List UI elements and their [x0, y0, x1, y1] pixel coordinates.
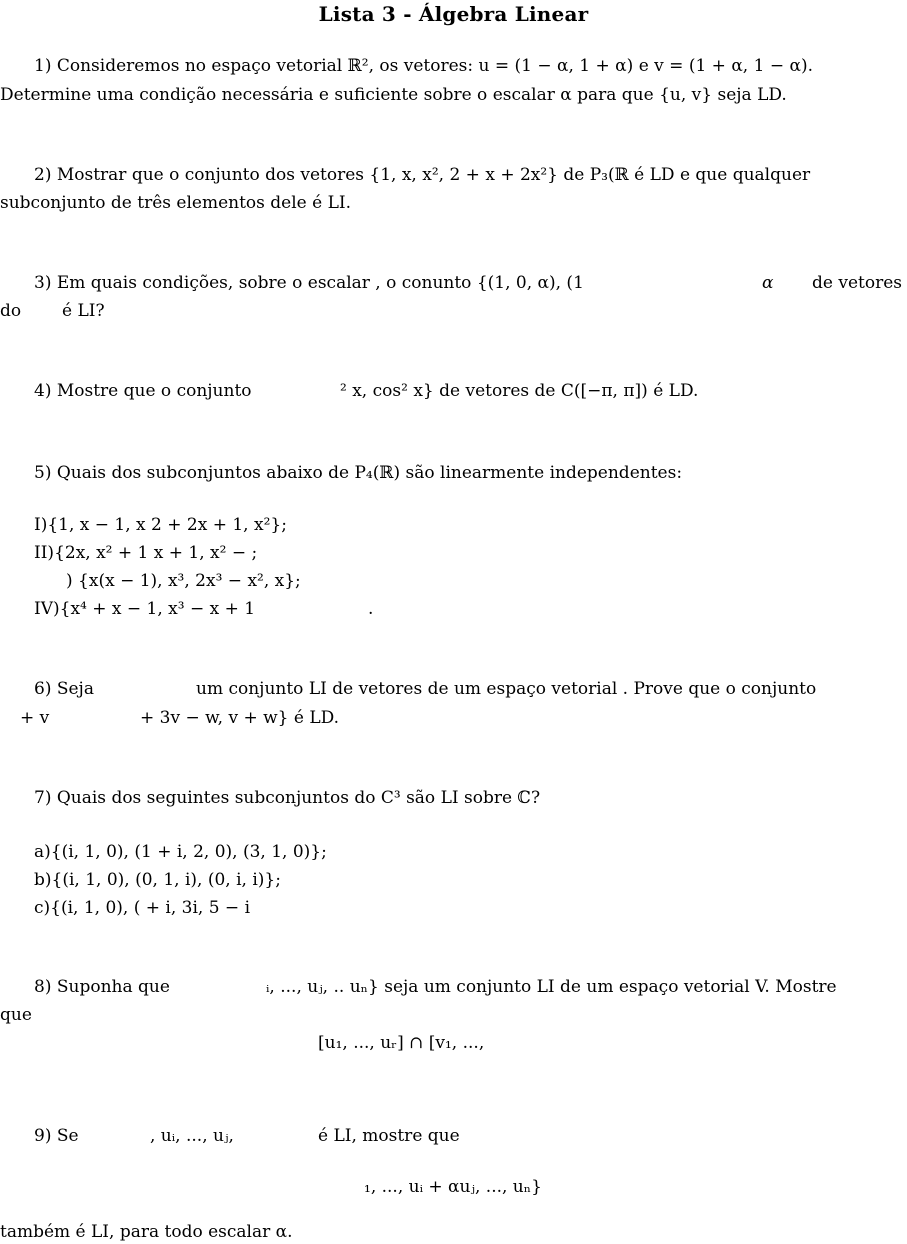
q3-line1a: 3) Em quais condições, sobre o escalar , o conunto {(1, 0, α), (1 — [34, 273, 584, 293]
q8-line1a: 8) Suponha que — [34, 977, 170, 997]
q7-item-c: c){(i, 1, 0), ( + i, 3i, 5 − i — [34, 898, 251, 918]
q2-line1: 2) Mostrar que o conjunto dos vetores {1, x, x², 2 + x + 2x²} de P₃(ℝ é LD e que qualquer — [34, 165, 811, 185]
q9-line1b: , uᵢ, ..., uⱼ, — [150, 1126, 234, 1146]
q5-item-3: ) {x(x − 1), x³, 2x³ − x², x}; — [66, 571, 301, 591]
q3-line1c: de vetores — [812, 273, 902, 293]
q5-item-4-tail: . — [368, 599, 374, 619]
q6-line1a: 6) Seja — [34, 679, 94, 699]
q8-line2: que — [0, 1005, 32, 1025]
q4-line1b: ² x, cos² x} de vetores de C([−π, π]) é LD. — [340, 381, 699, 401]
q9-formula: ₁, ..., uᵢ + αuⱼ, ..., uₙ} — [364, 1177, 542, 1197]
q1-line2: Determine uma condição necessária e suficiente sobre o escalar α para que {u, v} seja LD. — [0, 85, 787, 105]
q5-intro: 5) Quais dos subconjuntos abaixo de P₄(ℝ) são linearmente independentes: — [34, 463, 683, 483]
q9-line1c: é LI, mostre que — [318, 1126, 460, 1146]
q8-line1b: ᵢ, ..., uⱼ, .. uₙ} seja um conjunto LI de um espaço vetorial V. Mostre — [266, 977, 837, 997]
q7-intro: 7) Quais dos seguintes subconjuntos do C³ são LI sobre ℂ? — [34, 788, 541, 808]
q1-line1: 1) Consideremos no espaço vetorial ℝ², os vetores: u = (1 − α, 1 + α) e v = (1 + α, 1 − α). — [34, 56, 813, 76]
q7-item-b: b){(i, 1, 0), (0, 1, i), (0, i, i)}; — [34, 870, 281, 890]
q2-line2: subconjunto de três elementos dele é LI. — [0, 193, 351, 213]
document-title: Lista 3 - Álgebra Linear — [318, 2, 589, 26]
q6-line2a: + v — [20, 708, 50, 728]
q5-item-4: IV){x⁴ + x − 1, x³ − x + 1 — [34, 599, 256, 619]
q3-line2a: do — [0, 301, 22, 321]
q6-line2b: + 3v − w, v + w} é LD. — [140, 708, 340, 728]
q5-item-2: II){2x, x² + 1 x + 1, x² − ; — [34, 543, 258, 563]
q4-line1a: 4) Mostre que o conjunto — [34, 381, 252, 401]
q5-item-1: I){1, x − 1, x 2 + 2x + 1, x²}; — [34, 515, 287, 535]
q7-item-a: a){(i, 1, 0), (1 + i, 2, 0), (3, 1, 0)}; — [34, 842, 327, 862]
q9-line1a: 9) Se — [34, 1126, 79, 1146]
q9-closing: também é LI, para todo escalar α. — [0, 1222, 293, 1242]
q3-line1b: α — [762, 273, 774, 293]
q3-line2b: é LI? — [62, 301, 105, 321]
q6-line1b: um conjunto LI de vetores de um espaço vetorial . Prove que o conjunto — [196, 679, 817, 699]
q8-formula: [u₁, ..., uᵣ] ∩ [v₁, ..., — [318, 1033, 485, 1053]
